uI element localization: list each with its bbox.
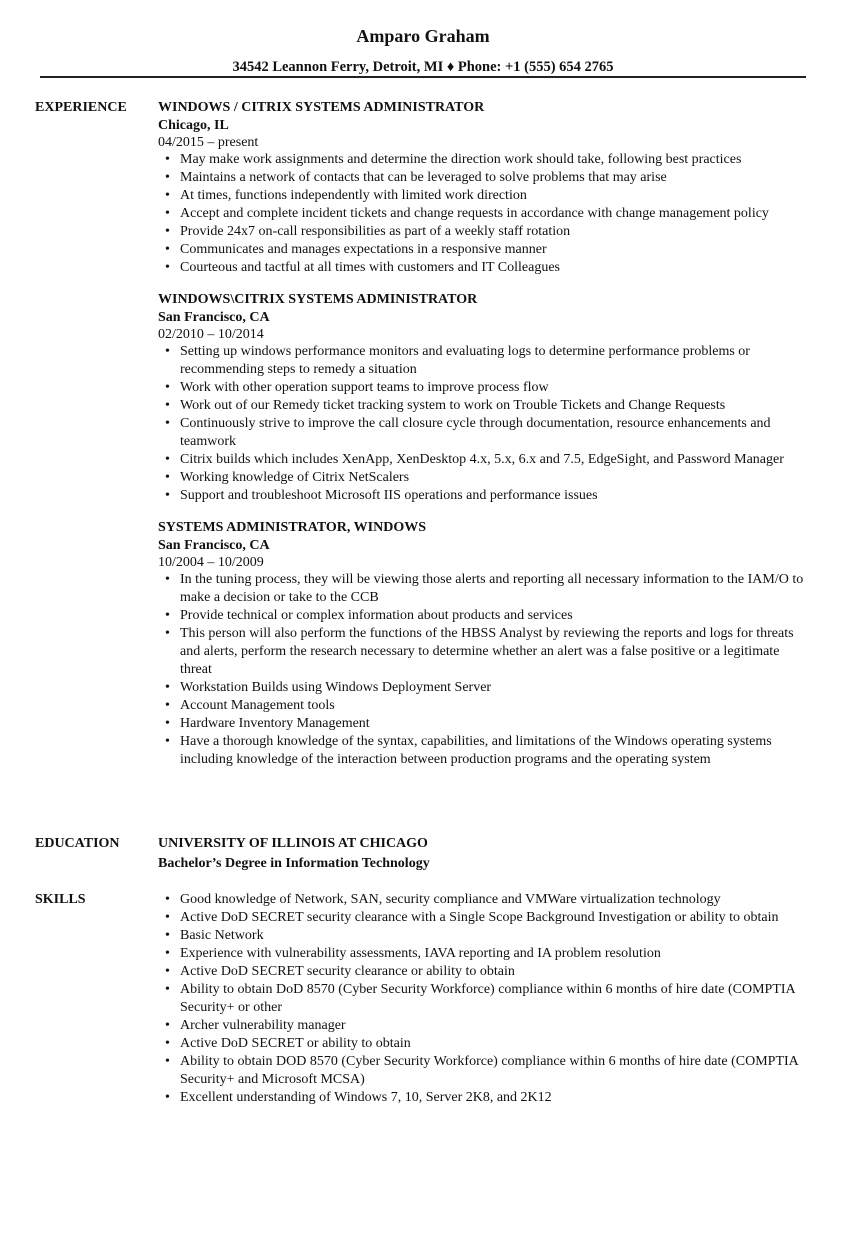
- skill-item: • Active DoD SECRET security clearance or ability to obtain: [158, 963, 813, 981]
- skill-item: • Ability to obtain DOD 8570 (Cyber Security Workforce) compliance within 6 months of hire date (COMPTIA Security+ and Microsoft MCSA): [158, 1053, 813, 1089]
- education-school: UNIVERSITY OF ILLINOIS AT CHICAGO: [158, 836, 428, 851]
- job-bullet: • Hardware Inventory Management: [158, 715, 813, 733]
- job-bullet: • Communicates and manages expectations in a responsive manner: [158, 241, 813, 259]
- job-dates: 04/2015 – present: [158, 135, 259, 150]
- job-bullet: • Provide technical or complex information about products and services: [158, 607, 813, 625]
- job-bullet: • Account Management tools: [158, 697, 813, 715]
- skills-list: [158, 891, 813, 1107]
- section-label-education: EDUCATION: [35, 836, 120, 851]
- job-entry: [158, 99, 813, 277]
- skill-item: • Active DoD SECRET security clearance with a Single Scope Background Investigation or ability to obtain: [158, 909, 813, 927]
- job-entry: [158, 291, 813, 505]
- job-bullet: • Accept and complete incident tickets and change requests in accordance with change management policy: [158, 205, 813, 223]
- job-bullet: • At times, functions independently with limited work direction: [158, 187, 813, 205]
- job-bullet-list: [158, 151, 813, 277]
- candidate-name: Amparo Graham: [356, 26, 490, 46]
- job-bullet: • Work out of our Remedy ticket tracking system to work on Trouble Tickets and Change Requests: [158, 397, 813, 415]
- job-bullet: • Workstation Builds using Windows Deployment Server: [158, 679, 813, 697]
- skill-item: • Ability to obtain DoD 8570 (Cyber Security Workforce) compliance within 6 months of hire date (COMPTIA Security+ or other: [158, 981, 813, 1017]
- job-bullet: • Setting up windows performance monitors and evaluating logs to determine performance problems or recommending steps to remedy a situation: [158, 343, 813, 379]
- skills-content: [158, 891, 813, 1107]
- job-bullet: • Courteous and tactful at all times with customers and IT Colleagues: [158, 259, 813, 277]
- job-bullet-list: [158, 343, 813, 505]
- job-title: SYSTEMS ADMINISTRATOR, WINDOWS: [158, 520, 427, 535]
- job-dates: 10/2004 – 10/2009: [158, 555, 264, 570]
- job-bullet-list: [158, 571, 813, 769]
- skill-item: • Basic Network: [158, 927, 813, 945]
- skill-item: • Archer vulnerability manager: [158, 1017, 813, 1035]
- job-bullet: • In the tuning process, they will be viewing those alerts and reporting all necessary information to the IAM/O to make a decision or take to the CCB: [158, 571, 813, 607]
- job-location: San Francisco, CA: [158, 538, 270, 553]
- job-dates: 02/2010 – 10/2014: [158, 327, 264, 342]
- job-bullet: • Working knowledge of Citrix NetScalers: [158, 469, 813, 487]
- job-title: WINDOWS / CITRIX SYSTEMS ADMINISTRATOR: [158, 100, 485, 115]
- education-content: [158, 835, 813, 875]
- education-degree: Bachelor’s Degree in Information Technology: [158, 856, 430, 871]
- skill-item: • Excellent understanding of Windows 7, 10, Server 2K8, and 2K12: [158, 1089, 813, 1107]
- skill-item: • Active DoD SECRET or ability to obtain: [158, 1035, 813, 1053]
- experience-content: [158, 99, 813, 783]
- job-bullet: • Support and troubleshoot Microsoft IIS operations and performance issues: [158, 487, 813, 505]
- job-entry: [158, 519, 813, 769]
- contact-line: 34542 Leannon Ferry, Detroit, MI ♦ Phone: +1 (555) 654 2765: [232, 59, 614, 75]
- job-title: WINDOWS\CITRIX SYSTEMS ADMINISTRATOR: [158, 292, 478, 307]
- job-bullet: • Have a thorough knowledge of the syntax, capabilities, and limitations of the Windows operating systems including knowledge of the interaction between production programs and the operating system: [158, 733, 813, 769]
- section-label-experience: EXPERIENCE: [35, 100, 127, 115]
- job-location: San Francisco, CA: [158, 310, 270, 325]
- section-label-skills: SKILLS: [35, 892, 86, 907]
- job-bullet: • Maintains a network of contacts that can be leveraged to solve problems that may arise: [158, 169, 813, 187]
- job-bullet: • Work with other operation support teams to improve process flow: [158, 379, 813, 397]
- header-divider: [40, 76, 806, 78]
- job-bullet: • This person will also perform the functions of the HBSS Analyst by reviewing the reports and logs for threats and alerts, perform the research necessary to determine whether an alert was a false positive or a legitimate threat: [158, 625, 813, 679]
- job-bullet: • Continuously strive to improve the call closure cycle through documentation, resource enhancements and teamwork: [158, 415, 813, 451]
- job-bullet: • Citrix builds which includes XenApp, XenDesktop 4.x, 5.x, 6.x and 7.5, EdgeSight, and Password Manager: [158, 451, 813, 469]
- job-bullet: • May make work assignments and determine the direction work should take, following best practices: [158, 151, 813, 169]
- skill-item: • Good knowledge of Network, SAN, security compliance and VMWare virtualization technology: [158, 891, 813, 909]
- job-location: Chicago, IL: [158, 118, 229, 133]
- skill-item: • Experience with vulnerability assessments, IAVA reporting and IA problem resolution: [158, 945, 813, 963]
- job-bullet: • Provide 24x7 on-call responsibilities as part of a weekly staff rotation: [158, 223, 813, 241]
